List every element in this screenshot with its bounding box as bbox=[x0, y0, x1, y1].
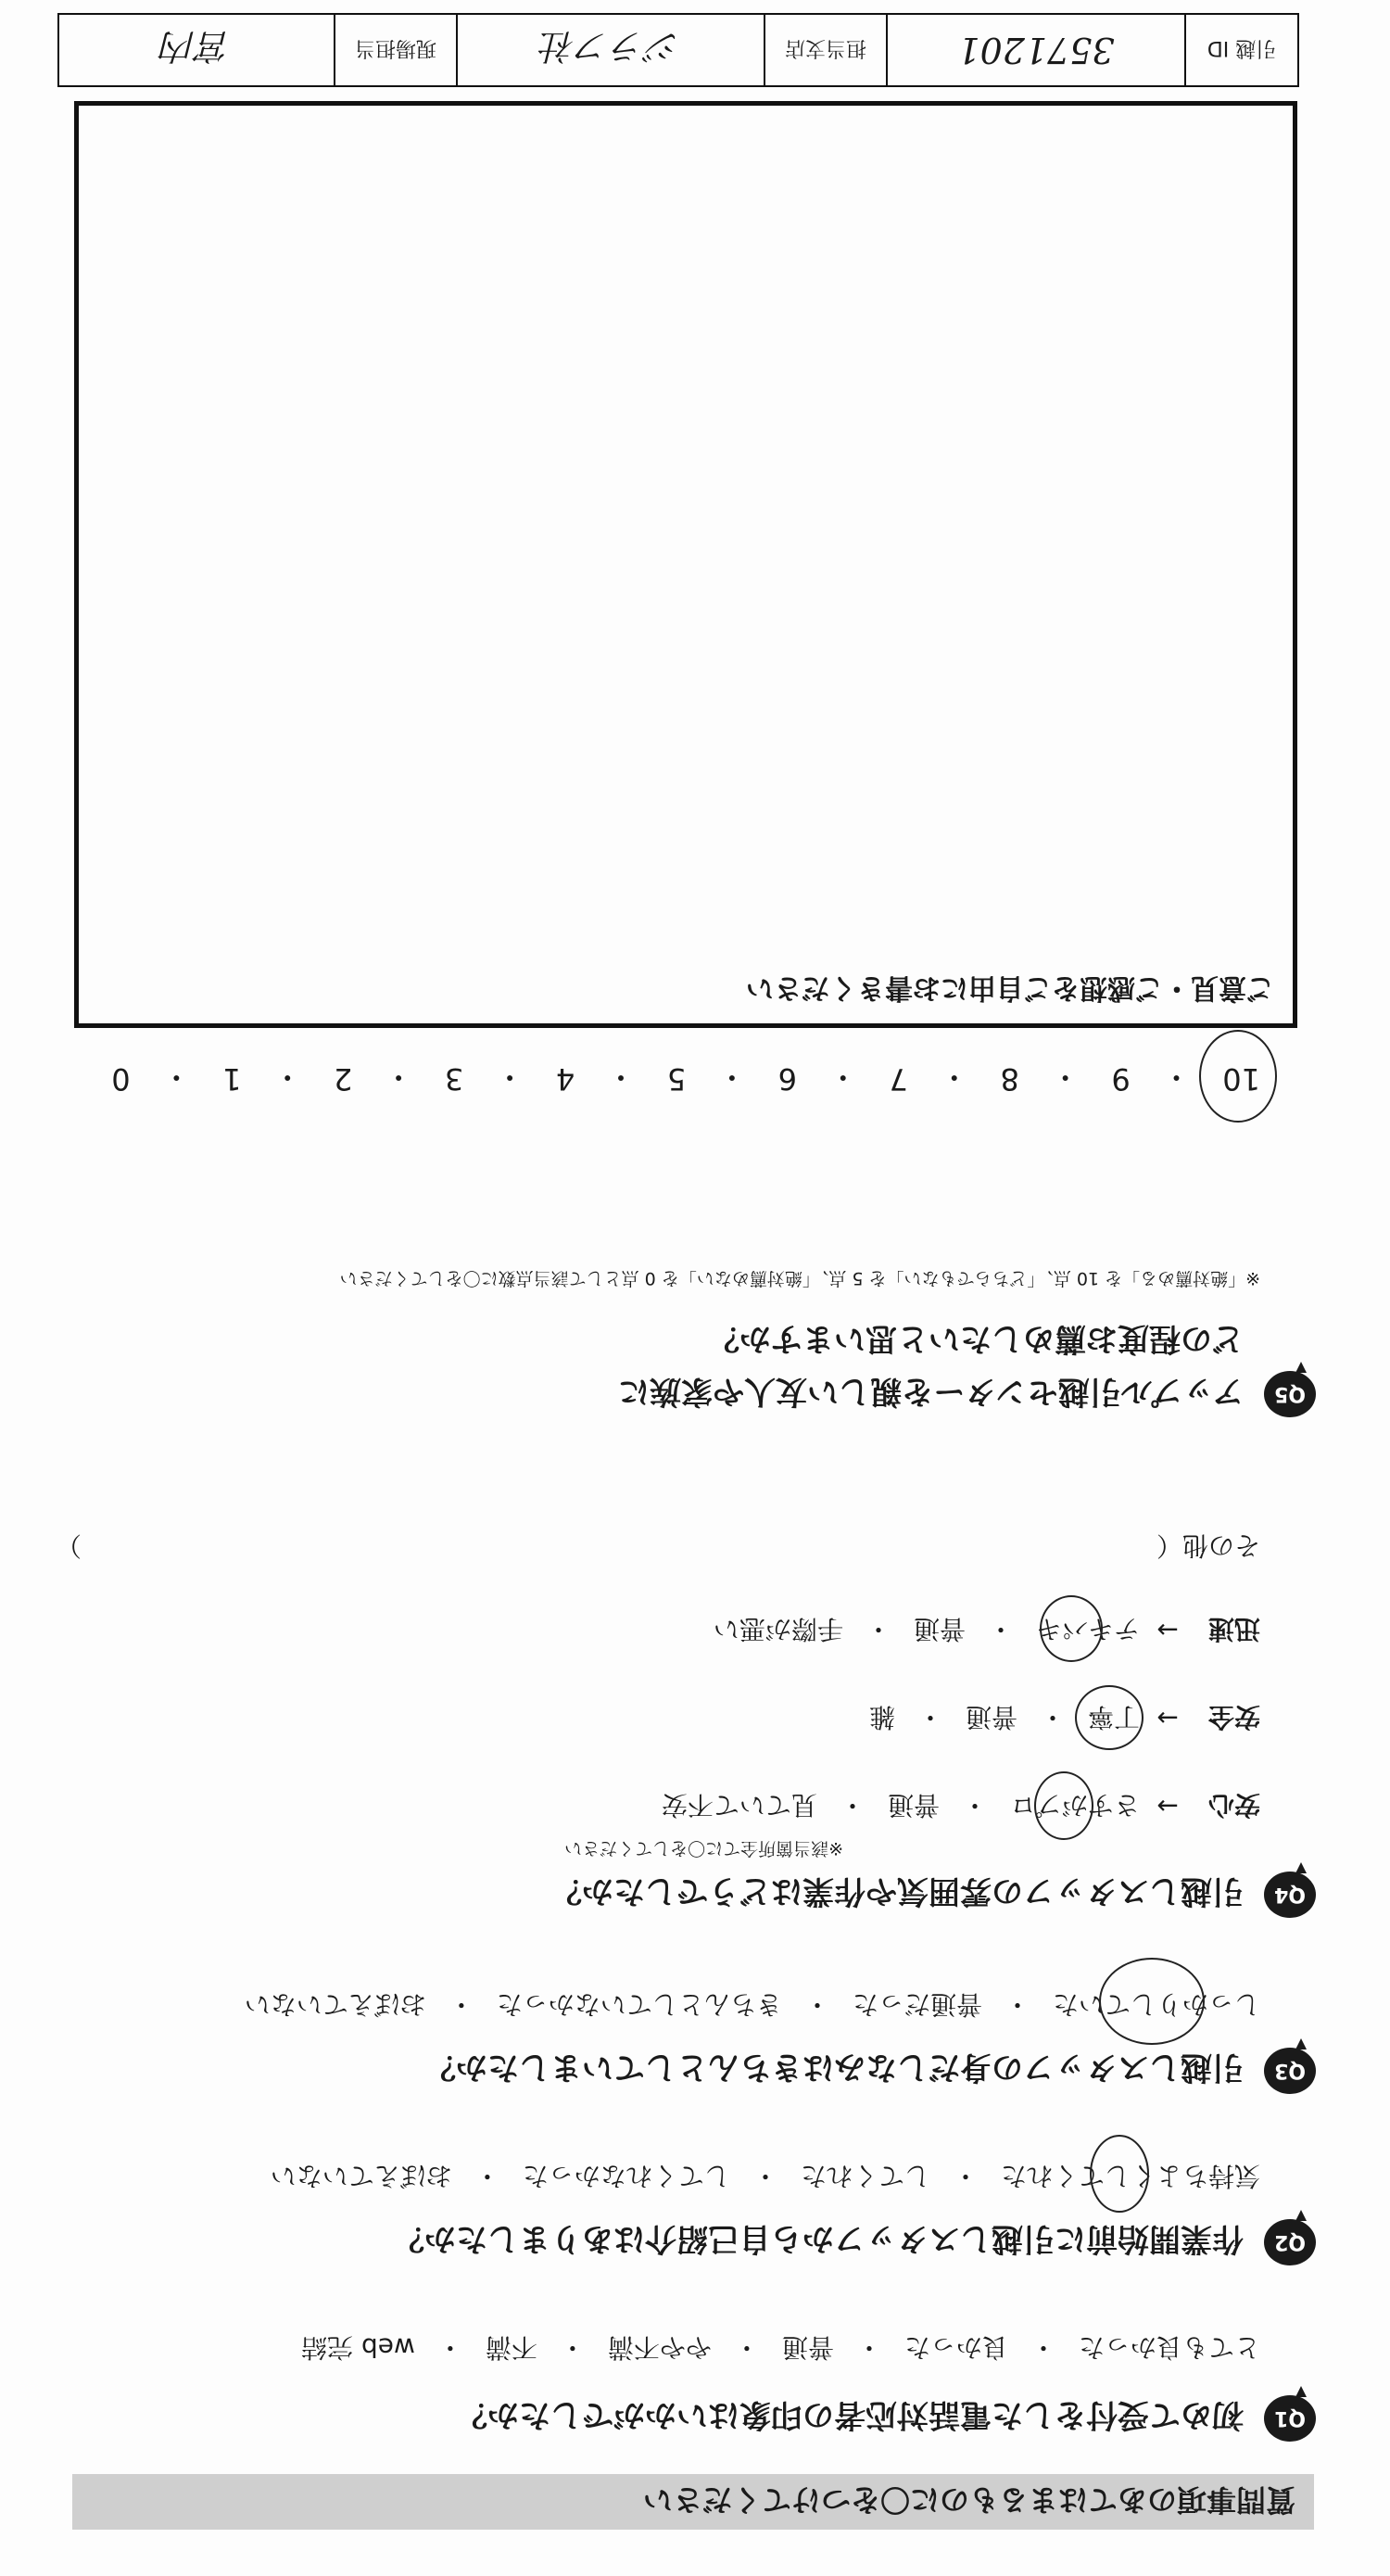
hand-circle-mark bbox=[1040, 1595, 1103, 1662]
q5-scale: 10 ・ 9 ・ 8 ・ 7 ・ 6 ・ 5 ・ 4 ・ 3 ・ 2 ・ 1 ・ 0 bbox=[111, 1051, 1260, 1107]
q1-option[interactable]: 普通 bbox=[781, 2332, 834, 2363]
hand-circle-mark bbox=[1199, 1030, 1277, 1123]
q2-option[interactable]: してくれなかった bbox=[522, 2161, 730, 2191]
scale-option[interactable]: 1 bbox=[222, 1061, 242, 1097]
q1-options: とても良かった ・ 良かった ・ 普通 ・ やや不満 ・ 不満 ・ web 完結 bbox=[56, 2326, 1260, 2372]
scale-option[interactable]: 9 bbox=[1111, 1061, 1131, 1097]
q4-option[interactable]: 手際が悪い bbox=[713, 1614, 843, 1644]
move-id-label: 引越 ID bbox=[1184, 15, 1297, 85]
comment-box[interactable] bbox=[74, 101, 1297, 1028]
q4-badge: Q4 bbox=[1264, 1872, 1316, 1918]
q4-row-label: 安全 bbox=[1207, 1702, 1260, 1732]
q3-options: しっかりしていた ・ 普通だった ・ きちんとしていなかった ・ おぼえていない bbox=[56, 1983, 1260, 2029]
scale-option[interactable]: 7 bbox=[889, 1061, 908, 1097]
question-1 bbox=[56, 2386, 1316, 2451]
scale-option[interactable]: 0 bbox=[111, 1061, 131, 1097]
q2-badge: Q2 bbox=[1264, 2219, 1316, 2265]
question-3 bbox=[56, 2038, 1316, 2103]
question-2 bbox=[56, 2210, 1316, 2275]
q2-options: 気持ちよくしてくれた ・ してくれた ・ してくれなかった ・ おぼえていない bbox=[56, 2154, 1260, 2201]
q4-note: ※該当箇所全てに〇をしてください bbox=[564, 1838, 843, 1859]
scale-option[interactable]: 6 bbox=[777, 1061, 798, 1097]
q4-option[interactable]: 普通 bbox=[913, 1614, 966, 1644]
q4-other-label: その他（ bbox=[1156, 1530, 1260, 1561]
q2-option[interactable]: してくれた bbox=[800, 2161, 930, 2191]
q5-badge: Q5 bbox=[1264, 1371, 1316, 1417]
q3-option[interactable]: おぼえていない bbox=[244, 1989, 426, 2020]
q2-text: 作業開始前に引越しスタッフから自己紹介はありましたか？ bbox=[393, 2220, 1244, 2258]
q3-text: 引越しスタッフの身だしなみはきちんとしていましたか？ bbox=[424, 2049, 1244, 2087]
q3-option[interactable]: 普通だった bbox=[852, 1989, 982, 2020]
q4-option[interactable]: 雑 bbox=[868, 1702, 895, 1732]
staff-info-table bbox=[57, 13, 1299, 87]
scale-option[interactable]: 5 bbox=[666, 1061, 687, 1097]
q4-row-label: 迅速 bbox=[1207, 1614, 1260, 1644]
question-4 bbox=[56, 1862, 1316, 1927]
hand-circle-mark bbox=[1090, 2135, 1149, 2213]
question-5 bbox=[56, 1315, 1316, 1417]
q4-row-anshin: 安心 → さすがプロ ・ 普通 ・ 見ていて不安 bbox=[662, 1783, 1260, 1830]
instruction-header bbox=[72, 2474, 1314, 2530]
q5-text-line1: アップル引越センターを親しい友人や家族に bbox=[618, 1373, 1244, 1410]
q1-option[interactable]: やや不満 bbox=[607, 2332, 712, 2363]
q4-option[interactable]: 見ていて不安 bbox=[661, 1790, 817, 1821]
q4-other-close: ） bbox=[56, 1530, 82, 1561]
q4-row-label: 安心 bbox=[1207, 1790, 1260, 1821]
q2-option-selected[interactable]: 気持ちよくしてくれた bbox=[1001, 2159, 1260, 2196]
q1-option[interactable]: web 完結 bbox=[301, 2332, 415, 2363]
q4-row-jinsoku: 迅速 → テキパキ ・ 普通 ・ 手際が悪い bbox=[714, 1607, 1260, 1654]
q3-badge: Q3 bbox=[1264, 2048, 1316, 2094]
q1-option[interactable]: とても良かった bbox=[1078, 2332, 1260, 2363]
q4-row-anzen: 安全 → 丁寧 ・ 普通 ・ 雑 bbox=[869, 1695, 1260, 1742]
scale-option[interactable]: 4 bbox=[555, 1061, 575, 1097]
q4-option-selected[interactable]: テキパキ bbox=[1036, 1612, 1140, 1649]
site-staff-label: 現場担当 bbox=[334, 15, 456, 85]
scale-option-selected[interactable]: 10 bbox=[1222, 1061, 1260, 1097]
hand-circle-mark bbox=[1034, 1771, 1093, 1840]
hand-circle-mark bbox=[1075, 1685, 1144, 1750]
q4-option[interactable]: 普通 bbox=[887, 1790, 940, 1821]
site-staff-value: 宮内 bbox=[161, 26, 233, 68]
branch-label: 担当支店 bbox=[764, 15, 886, 85]
q1-text: 初めて受付をした電話対応者の印象はいかがでしたか？ bbox=[456, 2396, 1244, 2434]
q4-option[interactable]: 普通 bbox=[965, 1702, 1017, 1732]
q2-option[interactable]: おぼえていない bbox=[270, 2161, 452, 2191]
q1-option[interactable]: 不満 bbox=[485, 2332, 537, 2363]
branch-value: ジラフ社 bbox=[456, 15, 764, 85]
hand-circle-mark bbox=[1099, 1958, 1205, 2045]
q1-option[interactable]: 良かった bbox=[904, 2332, 1008, 2363]
q4-text: 引越しスタッフの雰囲気や作業はどうでしたか？ bbox=[550, 1872, 1244, 1910]
q4-option-selected[interactable]: 丁寧 bbox=[1088, 1700, 1140, 1737]
q4-option-selected[interactable]: さすがプロ bbox=[1010, 1788, 1140, 1825]
q5-text-line2: どの程度お薦めしたいと思いますか？ bbox=[708, 1320, 1244, 1357]
instruction-text: 質問事項のあてはまるものに〇をつけてください bbox=[642, 2482, 1295, 2518]
q3-option[interactable]: きちんとしていなかった bbox=[496, 1989, 782, 2020]
comment-title: ご意見・ご感想をご自由にお書きください bbox=[746, 971, 1274, 1004]
q3-option-selected[interactable]: しっかりしていた bbox=[1053, 1987, 1260, 2024]
scale-option[interactable]: 8 bbox=[1000, 1061, 1019, 1097]
q5-note: ※「絶対薦める」を 10 点、「どちらでもない」を 5 点、「絶対薦めない」を 0 点として該当点数に〇をしてください bbox=[339, 1268, 1260, 1288]
q4-other-row bbox=[56, 1524, 1260, 1570]
q1-badge: Q1 bbox=[1264, 2395, 1316, 2442]
move-id-value: 3571201 bbox=[886, 15, 1184, 85]
scale-option[interactable]: 2 bbox=[334, 1061, 353, 1097]
scale-option[interactable]: 3 bbox=[444, 1061, 464, 1097]
